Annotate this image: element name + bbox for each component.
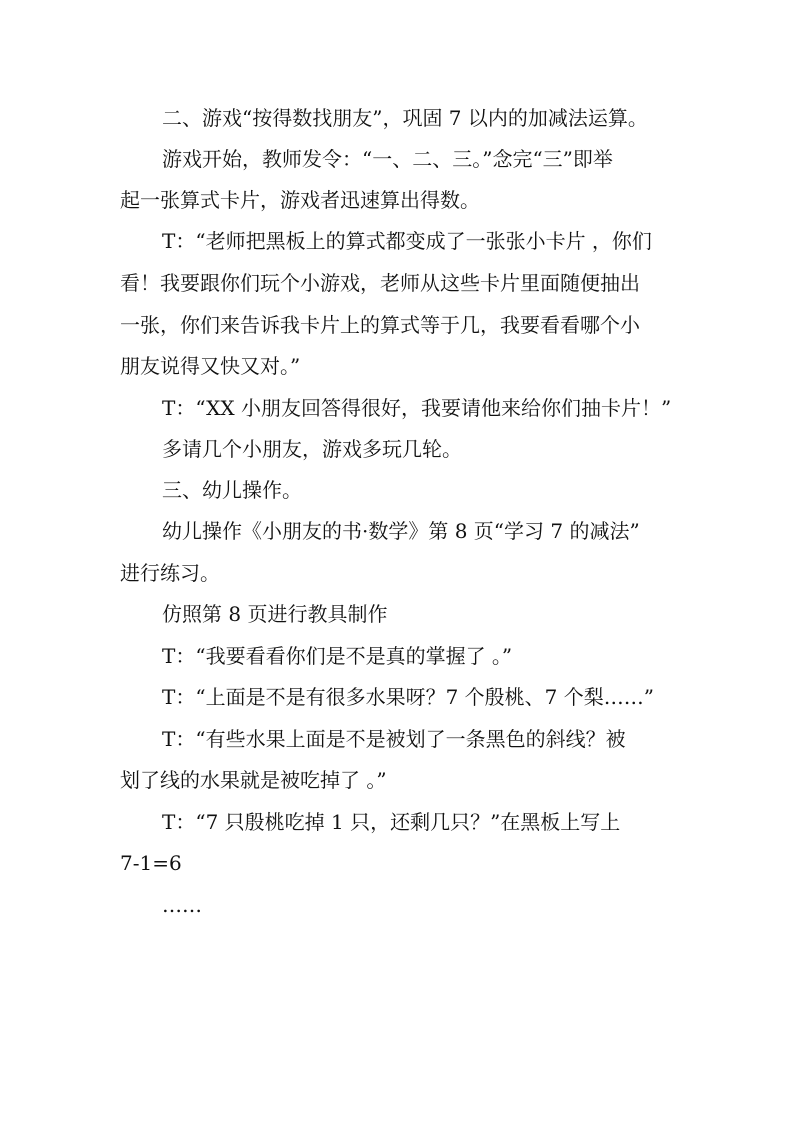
section-heading-operation: 三、幼儿操作。 — [162, 478, 302, 502]
paragraph-teacher-praise: T：“XX 小朋友回答得很好，我要请他来给你们抽卡片！” — [162, 396, 672, 420]
paragraph-operation: 幼儿操作《小朋友的书·数学》第 8 页“学习 7 的减法” — [162, 519, 640, 543]
ellipsis-text: …… — [162, 893, 202, 917]
paragraph-teacher-lines-cont: 划了线的水果就是被吃掉了 。” — [120, 768, 387, 792]
paragraph-teacher-cards-cont2: 一张，你们来告诉我卡片上的算式等于几，我要看看哪个小 — [120, 313, 640, 337]
paragraph-game-start-cont: 起一张算式卡片，游戏者迅速算出得数。 — [120, 188, 480, 212]
paragraph-teacher-check: T：“我要看看你们是不是真的掌握了 。” — [162, 644, 513, 668]
equation-text: 7-1=6 — [120, 851, 182, 875]
paragraph-teacher-cards-cont1: 看！我要跟你们玩个小游戏，老师从这些卡片里面随便抽出 — [120, 271, 640, 295]
paragraph-teaching-aid: 仿照第 8 页进行教具制作 — [162, 602, 388, 626]
paragraph-teacher-cherries: T：“7 只殷桃吃掉 1 只，还剩几只？”在黑板上写上 — [162, 810, 621, 834]
paragraph-more-rounds: 多请几个小朋友，游戏多玩几轮。 — [162, 437, 462, 461]
paragraph-teacher-fruits: T：“上面是不是有很多水果呀？7 个殷桃、7 个梨……” — [162, 685, 654, 709]
paragraph-teacher-lines: T：“有些水果上面是不是被划了一条黑色的斜线？被 — [162, 727, 626, 751]
section-heading-game: 二、游戏“按得数找朋友”，巩固 7 以内的加减法运算。 — [162, 106, 648, 130]
paragraph-game-start: 游戏开始，教师发令：“一、二、三。”念完“三”即举 — [162, 147, 613, 171]
paragraph-teacher-cards-cont3: 朋友说得又快又对。” — [120, 354, 301, 378]
paragraph-teacher-cards: T：“老师把黑板上的算式都变成了一张张小卡片 ，你们 — [162, 229, 652, 253]
paragraph-operation-cont: 进行练习。 — [120, 561, 220, 585]
